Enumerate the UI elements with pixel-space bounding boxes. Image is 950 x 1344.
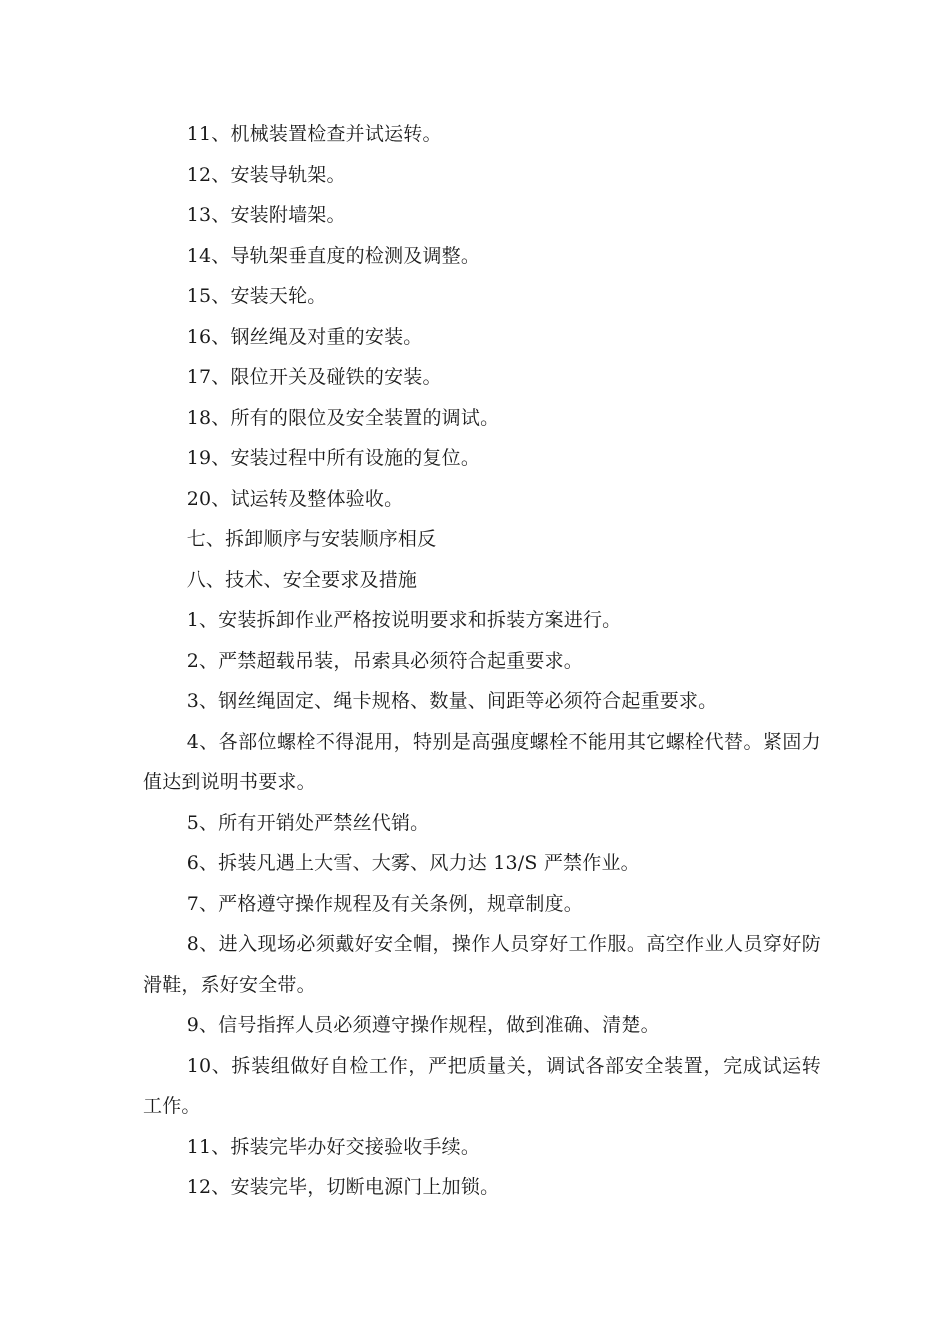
requirement-item-8: 8、进入现场必须戴好安全帽，操作人员穿好工作服。高空作业人员穿好防滑鞋，系好安全带。 [143,933,821,996]
requirement-item-1: 1、安装拆卸作业严格按说明要求和拆装方案进行。 [186,609,622,631]
paragraph-step-12: 12、安装导轨架。 [186,163,346,186]
section-heading-7: 七、拆卸顺序与安装顺序相反 [186,528,437,550]
requirement-item-9: 9、信号指挥人员必须遵守操作规程，做到准确、清楚。 [186,1014,660,1036]
section-heading-8: 八、技术、安全要求及措施 [186,568,418,591]
paragraph-step-19: 19、安装过程中所有设施的复位。 [186,447,481,469]
requirement-item-2: 2、严禁超载吊装，吊索具必须符合起重要求。 [186,649,583,672]
requirement-item-5: 5、所有开销处严禁丝代销。 [186,811,430,834]
document-body [143,114,821,1208]
paragraph-step-15: 15、安装天轮。 [186,285,327,307]
paragraph-step-13: 13、安装附墙架。 [186,204,346,226]
requirement-item-12: 12、安装完毕，切断电源门上加锁。 [186,1176,500,1198]
requirement-item-4: 4、各部位螺栓不得混用，特别是高强度螺栓不能用其它螺栓代替。紧固力值达到说明书要求。 [143,730,821,793]
requirement-item-7: 7、严格遵守操作规程及有关条例，规章制度。 [186,892,583,915]
requirement-item-3: 3、钢丝绳固定、绳卡规格、数量、间距等必须符合起重要求。 [186,690,718,712]
paragraph-step-20: 20、试运转及整体验收。 [186,487,404,510]
paragraph-step-11: 11、机械装置检查并试运转。 [186,123,442,145]
requirement-item-11: 11、拆装完毕办好交接验收手续。 [186,1135,481,1158]
requirement-item-10: 10、拆装组做好自检工作，严把质量关，调试各部安全装置，完成试运转工作。 [143,1054,821,1117]
paragraph-step-14: 14、导轨架垂直度的检测及调整。 [186,244,481,267]
requirement-item-6: 6、拆装凡遇上大雪、大雾、风力达 13/S 严禁作业。 [186,852,640,874]
paragraph-step-17: 17、限位开关及碰铁的安装。 [186,366,442,388]
paragraph-step-16: 16、钢丝绳及对重的安装。 [186,325,423,348]
paragraph-step-18: 18、所有的限位及安全装置的调试。 [186,406,500,429]
